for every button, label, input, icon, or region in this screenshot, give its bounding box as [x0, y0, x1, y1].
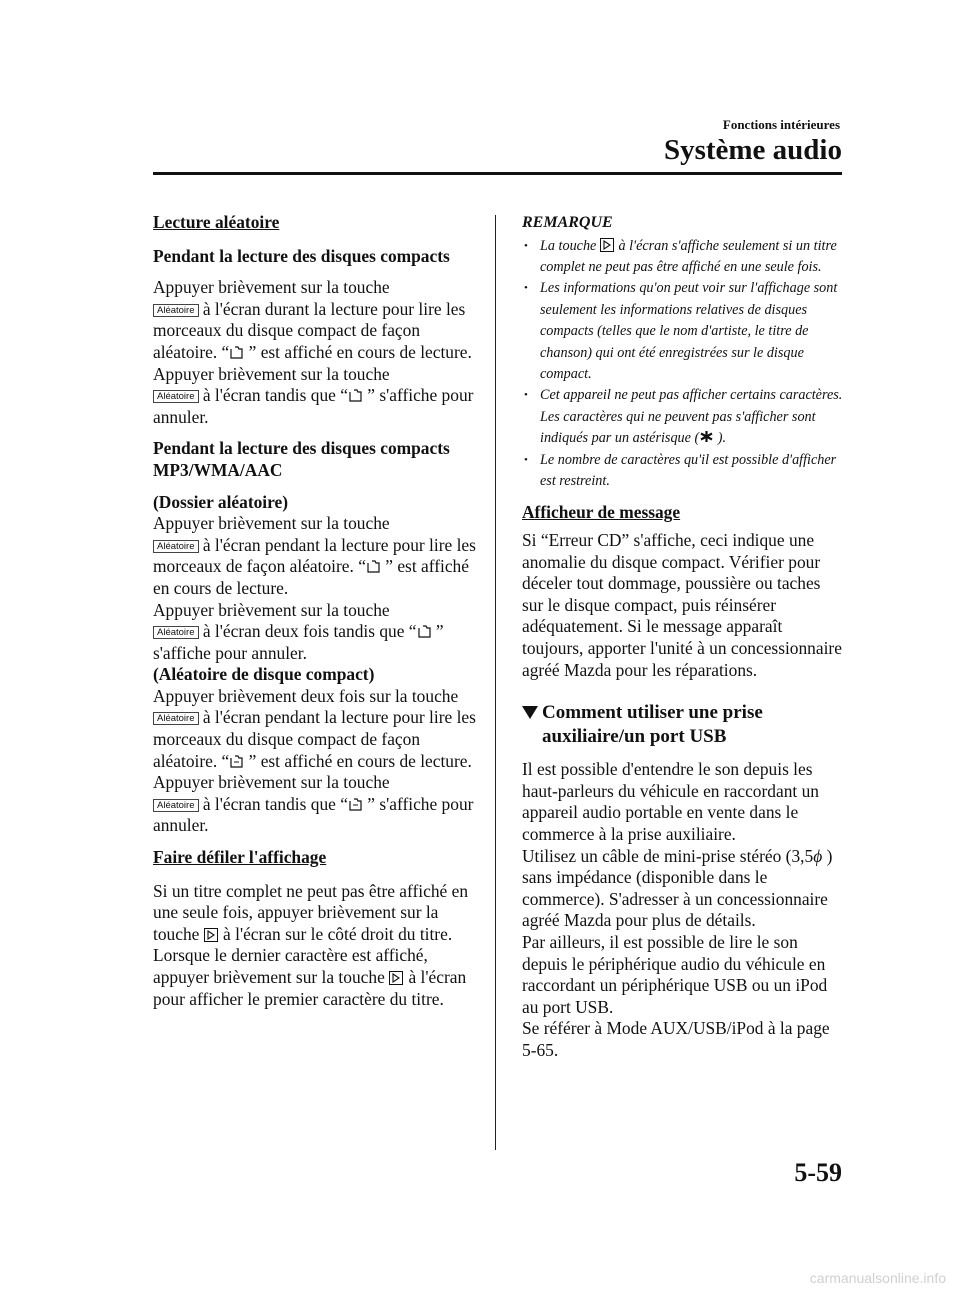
cd-paragraph-1: Appuyer brièvement sur la touche Aléatoire à l'écran durant la lecture pour lire les morceaux du disque compact de façon aléatoire. “ ” est affiché en cours de lecture.: [153, 277, 472, 362]
triangle-bullet-icon: [522, 706, 538, 719]
message-display-heading: Afficheur de message: [522, 502, 681, 523]
header-rule: [153, 172, 842, 175]
phi-symbol: ϕ: [813, 845, 823, 866]
section-label: Fonctions intérieures: [722, 117, 840, 132]
folder-paragraph-2: Appuyer brièvement sur la touche Aléatoire à l'écran deux fois tandis que “ ” s'affiche pour annuler.: [153, 599, 444, 663]
remark-item: • Les informations qu'on peut voir sur l'affichage sont seulement les informations relatives de disques compacts (telles que le nom d'artiste, le titre de chanson) qui ont été enregistrées sur le disque compact.: [522, 278, 844, 385]
disc-paragraph-1: Appuyer brièvement deux fois sur la touche Aléatoire à l'écran pendant la lecture pour lire les morceaux du disque compact de façon aléatoire. “ ” est affiché en cours de lecture.: [153, 685, 476, 771]
random-button-label: Aléatoire: [153, 540, 199, 553]
random-button-label: Aléatoire: [153, 799, 199, 812]
random-button-label: Aléatoire: [153, 712, 199, 725]
random-indicator-icon: [229, 346, 244, 359]
scroll-display-heading: Faire défiler l'affichage: [153, 847, 327, 868]
random-button-label: Aléatoire: [153, 304, 199, 317]
remark-item: • La touche à l'écran s'affiche seulement si un titre complet ne peut pas être affiché en une seule fois.: [522, 236, 844, 279]
remark-title: REMARQUE: [522, 214, 613, 231]
folder-random-heading: (Dossier aléatoire): [153, 491, 289, 512]
random-button-label: Aléatoire: [153, 390, 199, 403]
page-number: 5-59: [794, 1158, 842, 1187]
asterisk-icon: [699, 430, 714, 443]
aux-paragraph-3: Par ailleurs, il est possible de lire le son depuis le périphérique audio du véhicule en raccordant un périphérique USB ou un iPod au port USB.: [522, 931, 828, 1017]
right-column: [522, 212, 844, 1062]
aux-paragraph-1: Il est possible d'entendre le son depuis les haut-parleurs du véhicule en raccordant un appareil audio portable en vente dans le commerce à la prise auxiliaire.: [522, 759, 819, 844]
cd-paragraph-2: Appuyer brièvement sur la touche Aléatoire à l'écran tandis que “ ” s'affiche pour annuler.: [153, 363, 474, 427]
random-indicator-icon: [348, 389, 363, 402]
watermark: carmanualsonline.info: [809, 1270, 946, 1286]
random-button-label: Aléatoire: [153, 626, 199, 639]
scroll-right-icon: [389, 971, 404, 984]
folder-paragraph-1: Appuyer brièvement sur la touche Aléatoire à l'écran pendant la lecture pour lire les morceaux de façon aléatoire. “ ” est affiché en cours de lecture.: [153, 513, 476, 598]
aux-usb-heading: Comment utiliser une prise auxiliaire/un port USB: [522, 701, 844, 749]
disc-paragraph-2: Appuyer brièvement sur la touche Aléatoire à l'écran tandis que “ ” s'affiche pour annuler.: [153, 772, 474, 836]
aux-paragraph-4: Se référer à Mode AUX/USB/iPod à la page 5-65.: [522, 1018, 830, 1060]
random-play-heading: Lecture aléatoire: [153, 212, 280, 232]
cd-heading: Pendant la lecture des disques compacts: [153, 245, 450, 266]
remark-item: • Cet appareil ne peut pas afficher certains caractères. Les caractères qui ne peuvent pas s'afficher sont indiqués par un astérisque ( ).: [522, 385, 844, 449]
message-paragraph: Si “Erreur CD” s'affiche, ceci indique une anomalie du disque compact. Vérifier pour déceler tout dommage, poussière ou taches sur le disque compact, puis réinsérer adéquatement. Si le message apparaît toujours, apporter l'unité à un concessionnaire agréé Mazda pour les réparations.: [522, 530, 842, 680]
random-indicator-icon: [229, 755, 244, 768]
left-column: [153, 212, 483, 1010]
mp3-heading: Pendant la lecture des disques compacts MP3/WMA/AAC: [153, 438, 450, 480]
page-title: Système audio: [663, 134, 842, 166]
random-indicator-icon: [417, 625, 432, 638]
aux-paragraph-2: Utilisez un câble de mini-prise stéréo (3,5ϕ ) sans impédance (disponible dans le commerce). S'adresser à un concessionnaire agréé Mazda pour plus de détails.: [522, 845, 833, 931]
remark-item: • Le nombre de caractères qu'il est possible d'afficher est restreint.: [522, 450, 844, 493]
disc-random-heading: (Aléatoire de disque compact): [153, 664, 375, 685]
scroll-right-icon: [600, 238, 615, 251]
random-indicator-icon: [348, 798, 363, 811]
scroll-paragraph: Si un titre complet ne peut pas être affiché en une seule fois, appuyer brièvement sur la touche à l'écran sur le côté droit du titre. Lorsque le dernier caractère est affiché, appuyer brièvement sur la touche à l'écran pour afficher le premier caractère du titre.: [153, 880, 469, 1009]
column-divider: [495, 215, 496, 1150]
scroll-right-icon: [204, 928, 219, 941]
remark-list: [522, 236, 844, 493]
random-indicator-icon: [366, 560, 381, 573]
